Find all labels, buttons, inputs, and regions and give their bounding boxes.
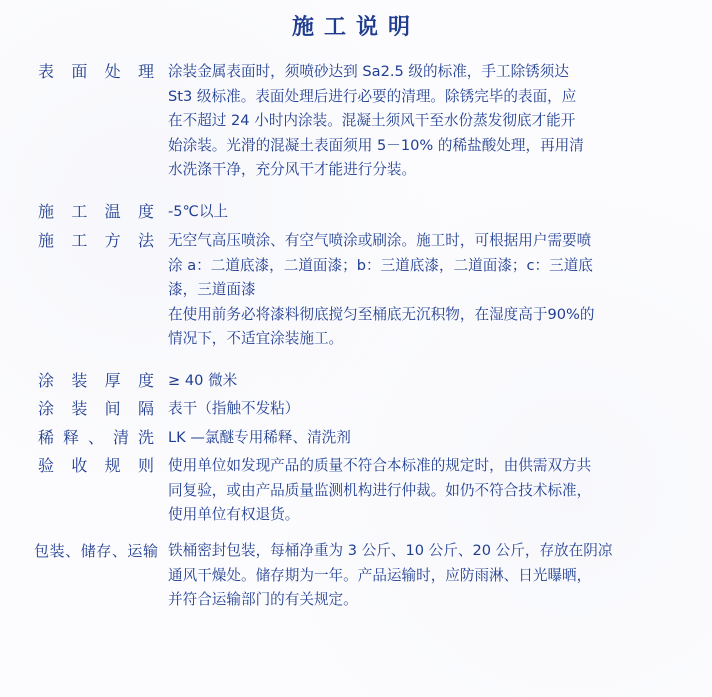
section-label: 涂装厚度 <box>38 371 154 390</box>
content-line: 涂装金属表面时，须喷砂达到 Sa2.5 级的标准，手工除锈须达 <box>168 63 569 80</box>
content-line: St3 级标准。表面处理后进行必要的清理。除锈完毕的表面，应 <box>168 87 577 105</box>
section-label: 验收规则 <box>38 456 154 475</box>
content-line: 表干（指触不发粘） <box>168 400 300 417</box>
content-line: 无空气高压喷涂、有空气喷涂或刷涂。施工时，可根据用户需要喷 <box>168 232 592 249</box>
section-label: 表面处理 <box>38 62 154 81</box>
section-label: 施工方法 <box>38 231 154 250</box>
section-label: 施工温度 <box>38 202 154 221</box>
content-line: 涂 a：二道底漆，二道面漆；b：三道底漆，二道面漆；c：三道底 <box>168 256 593 274</box>
content-line: 在不超过 24 小时内涂装。混凝土须风干至水份蒸发彻底才能开 <box>168 112 576 129</box>
section-content <box>168 426 668 451</box>
content-line: 同复验，或由产品质量监测机构进行仲裁。如仍不符合技术标准， <box>168 481 592 499</box>
section-content <box>168 200 668 225</box>
content-line: -5℃以上 <box>168 203 229 220</box>
section-label: 涂装间隔 <box>38 399 154 418</box>
content-line: 使用单位有权退货。 <box>168 506 300 523</box>
content-line: 铁桶密封包装，每桶净重为 3 公斤、10 公斤、20 公斤，存放在阴凉 <box>168 542 613 559</box>
content-line: 使用单位如发现产品的质量不符合本标准的规定时，由供需双方共 <box>168 457 592 474</box>
section-label: 包装、储存、运输 <box>34 542 158 560</box>
section-content <box>168 397 668 422</box>
content-line: 通风干燥处。储存期为一年。产品运输时，应防雨淋、日光曝晒， <box>168 566 592 584</box>
content-line: 在使用前务必将漆料彻底搅匀至桶底无沉积物，在湿度高于90%的 <box>168 305 595 323</box>
content-line: 情况下，不适宜涂装施工。 <box>168 330 344 347</box>
section-content <box>168 539 668 613</box>
content-line: LK —氯醚专用稀释、清洗剂 <box>168 429 351 446</box>
content-line: 并符合运输部门的有关规定。 <box>168 591 358 608</box>
section-content <box>168 454 668 528</box>
section-label: 稀释、清洗 <box>38 428 154 447</box>
content-line: ≥ 40 微米 <box>168 372 238 389</box>
page-title: 施工说明 <box>291 15 420 40</box>
content-line: 水洗涤干净，充分风干才能进行分装。 <box>168 161 417 178</box>
section-content <box>168 229 668 352</box>
content-line: 漆，三道面漆 <box>168 281 256 298</box>
section-content <box>168 369 668 394</box>
section-content <box>168 60 668 183</box>
content-line: 始涂装。光滑的混凝土表面须用 5－10% 的稀盐酸处理，再用清 <box>168 136 584 154</box>
